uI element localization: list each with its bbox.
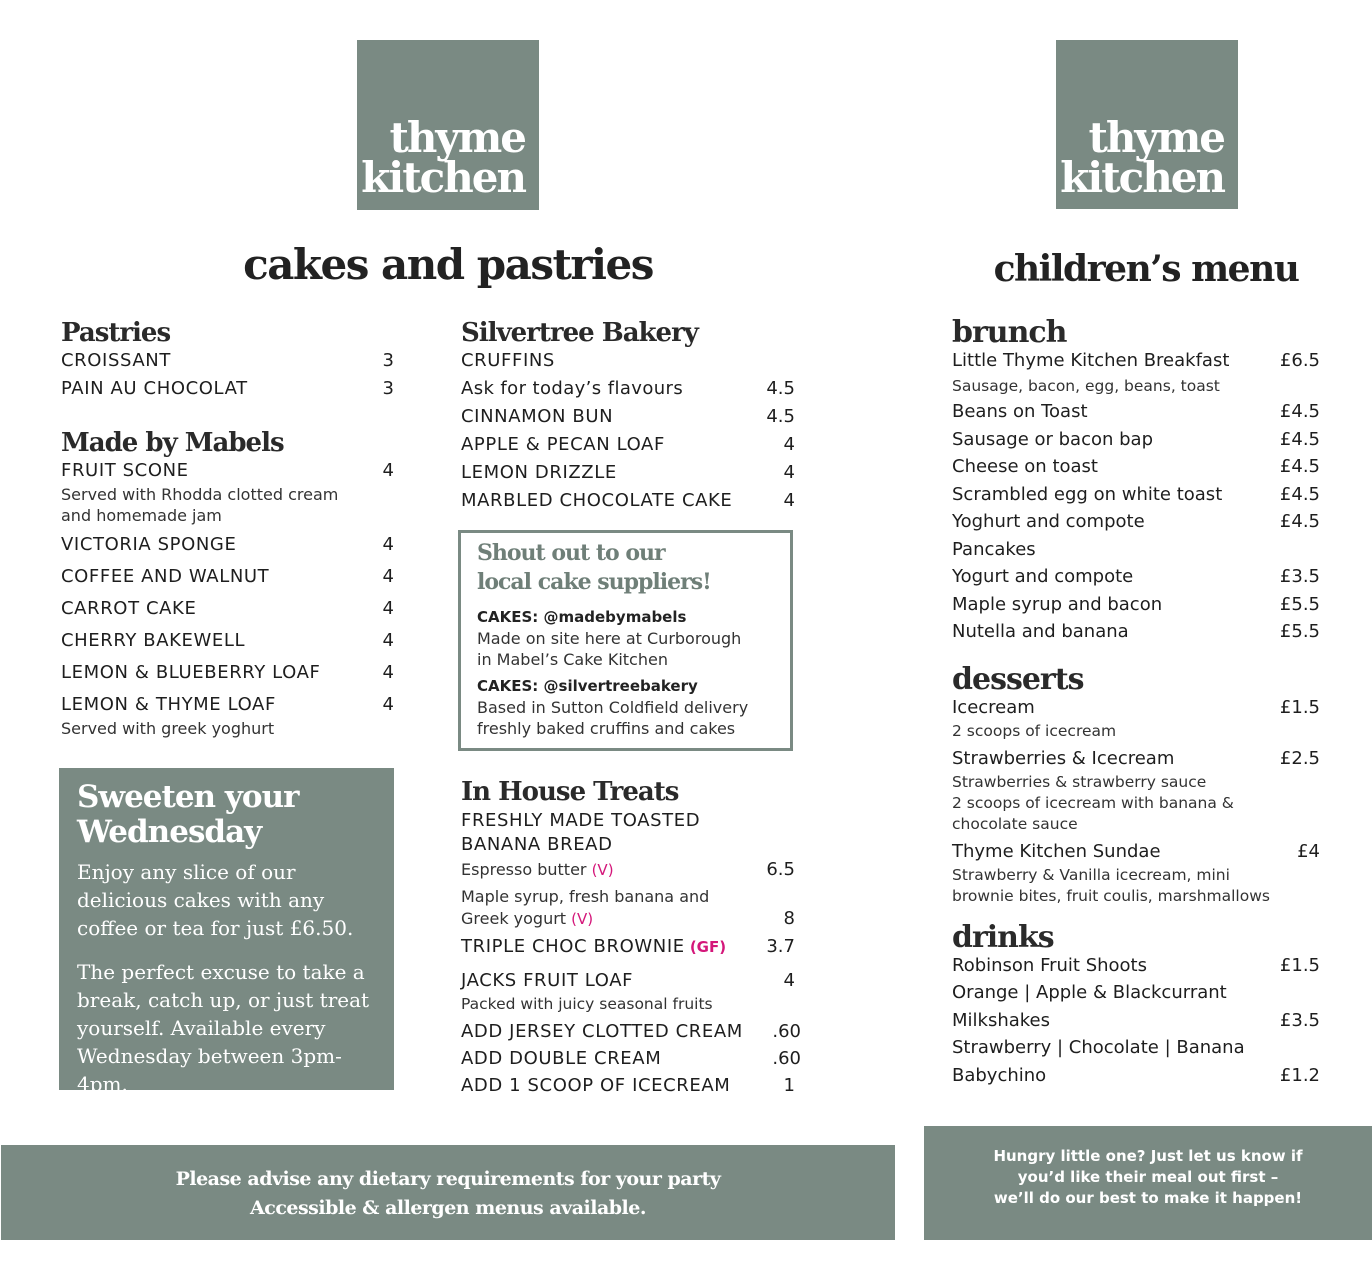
section-title-brunch: brunch <box>952 315 1067 350</box>
logo-left-line1: thyme <box>389 113 525 162</box>
column-2 <box>461 318 795 518</box>
item-price: £3.5 <box>1279 1009 1320 1031</box>
item-price: £1.5 <box>1279 954 1320 976</box>
item-price: 3 <box>382 378 394 399</box>
page-title-children: children’s menu <box>993 248 1299 290</box>
shoutout-box <box>458 530 793 751</box>
item-desc: 2 scoops of icecream with banana & <box>952 793 1234 812</box>
menu-item <box>952 697 1320 721</box>
supplier-handle: CAKES: @silvertreebakery <box>477 677 698 695</box>
item-name: LEMON DRIZZLE <box>461 462 617 483</box>
item-price: £1.5 <box>1279 696 1320 718</box>
menu-item <box>952 594 1320 622</box>
item-desc: Strawberries & strawberry sauce <box>952 772 1207 791</box>
menu-item <box>952 456 1320 484</box>
item-name: LEMON & BLUEBERRY LOAF <box>61 662 321 683</box>
item-price: £4 <box>1297 840 1320 862</box>
item-name: Maple syrup and bacon <box>952 593 1163 615</box>
item-name-group <box>461 936 726 957</box>
item-desc: Served with Rhodda clotted cream <box>61 485 339 504</box>
item-price: 4 <box>783 462 795 483</box>
item-name: CROISSANT <box>61 350 171 371</box>
menu-item <box>952 484 1320 512</box>
item-name: ADD JERSEY CLOTTED CREAM <box>461 1021 743 1042</box>
item-price: 4 <box>382 694 394 715</box>
item-desc: Sausage, bacon, egg, beans, toast <box>952 377 1220 395</box>
menu-item <box>952 566 1320 594</box>
item-price: 4 <box>783 970 795 991</box>
promo-para1: Enjoy any slice of our delicious cakes with any coffee or tea for just £6.50. <box>77 860 354 940</box>
logo-right <box>1056 40 1238 209</box>
menu-item <box>61 566 394 598</box>
item-name: Ask for today’s flavours <box>461 378 684 399</box>
shoutout-title-line2: local cake suppliers! <box>477 569 711 595</box>
item-name: Beans on Toast <box>952 401 1088 422</box>
item-name: Yogurt and compote <box>952 566 1134 587</box>
item-name: Pancakes <box>952 538 1036 560</box>
item-name: CINNAMON BUN <box>461 406 614 427</box>
item-price: £5.5 <box>1279 621 1320 642</box>
item-name: Little Thyme Kitchen Breakfast <box>952 350 1230 371</box>
item-option: Maple syrup, fresh banana and <box>461 887 710 906</box>
menu-item <box>61 694 394 718</box>
footer-left <box>1 1145 895 1240</box>
item-price: £4.5 <box>1279 428 1320 450</box>
menu-item <box>952 841 1320 865</box>
item-name: CARROT CAKE <box>61 598 197 619</box>
item-price: 4 <box>382 566 394 587</box>
item-name: TRIPLE CHOC BROWNIE <box>461 936 685 957</box>
item-price: 4 <box>783 434 795 455</box>
logo-right-line1: thyme <box>1088 113 1224 162</box>
footer-right-line3: we’ll do our best to make it happen! <box>993 1189 1303 1207</box>
item-price: 4 <box>382 662 394 683</box>
item-price: £6.5 <box>1279 350 1320 371</box>
menu-item <box>61 598 394 630</box>
menu-item <box>461 936 801 964</box>
item-price: 4.5 <box>766 378 795 399</box>
footer-left-line2: Accessible & allergen menus available. <box>250 1197 646 1219</box>
item-name: VICTORIA SPONGE <box>61 534 237 555</box>
menu-item <box>952 350 1320 376</box>
item-name: Thyme Kitchen Sundae <box>952 840 1161 862</box>
item-price: 1 <box>783 1075 795 1096</box>
menu-item <box>461 970 801 994</box>
menu-item <box>61 662 394 694</box>
item-option-name: Espresso butter <box>461 860 587 879</box>
menu-item <box>61 460 394 484</box>
item-option-name: Greek yogurt <box>461 909 567 928</box>
item-desc: chocolate sauce <box>952 814 1078 833</box>
item-name: Yoghurt and compote <box>952 511 1145 532</box>
item-name: APPLE & PECAN LOAF <box>461 434 665 455</box>
menu-item <box>461 908 801 932</box>
section-title-mabels: Made by Mabels <box>61 428 284 458</box>
diet-tag: (GF) <box>689 938 727 956</box>
supplier-desc: Made on site here at Curborough <box>477 629 742 648</box>
item-price: £5.5 <box>1279 593 1320 615</box>
item-name: Orange | Apple & Blackcurrant <box>952 982 1227 1003</box>
menu-item <box>461 378 795 406</box>
item-name: Strawberries & Icecream <box>952 747 1175 769</box>
menu-item <box>61 630 394 662</box>
menu-item <box>461 406 795 434</box>
promo-para2: The perfect excuse to take a break, catch up, or just treat yourself. Available every Wednesday between 3pm-4pm. <box>77 960 370 1096</box>
supplier-desc: in Mabel’s Cake Kitchen <box>477 650 668 669</box>
menu-item <box>952 982 1320 1010</box>
item-price: £4.5 <box>1279 483 1320 505</box>
item-price: £4.5 <box>1279 511 1320 532</box>
menu-item <box>461 1075 801 1102</box>
item-name: PAIN AU CHOCOLAT <box>61 378 248 399</box>
section-title-silvertree: Silvertree Bakery <box>461 318 698 348</box>
promo-box <box>59 768 394 1096</box>
item-name: FRESHLY MADE TOASTED <box>461 810 701 831</box>
item-price: £3.5 <box>1279 566 1320 587</box>
item-desc: and homemade jam <box>61 506 222 525</box>
page-title-cakes: cakes and pastries <box>243 240 653 289</box>
menu-item <box>461 1021 801 1048</box>
item-name: COFFEE AND WALNUT <box>61 566 270 587</box>
section-title-pastries: Pastries <box>61 318 171 348</box>
shoutout-title <box>477 539 776 597</box>
item-name: CHERRY BAKEWELL <box>61 630 246 651</box>
item-name: Sausage or bacon bap <box>952 428 1154 450</box>
item-price: 3.7 <box>766 936 795 957</box>
menu-item <box>952 748 1320 772</box>
item-name: Robinson Fruit Shoots <box>952 954 1147 976</box>
supplier-desc: freshly baked cruffins and cakes <box>477 719 736 738</box>
item-price: .60 <box>772 1048 801 1069</box>
item-price: 6.5 <box>766 859 795 880</box>
menu-item <box>461 462 795 490</box>
item-name: Babychino <box>952 1064 1047 1086</box>
logo-left <box>357 40 539 210</box>
item-name: LEMON & THYME LOAF <box>61 694 276 715</box>
menu-item <box>61 534 394 566</box>
supplier-handle: CAKES: @madebymabels <box>477 608 687 626</box>
item-name: Nutella and banana <box>952 621 1129 642</box>
item-desc: Packed with juicy seasonal fruits <box>461 995 713 1013</box>
logo-right-line2: kitchen <box>1060 153 1224 202</box>
item-desc: brownie bites, fruit coulis, marshmallows <box>952 886 1270 905</box>
item-name: ADD DOUBLE CREAM <box>461 1048 662 1069</box>
item-price: 4 <box>382 460 394 481</box>
menu-item <box>952 511 1320 539</box>
shoutout-title-line1: Shout out to our <box>477 540 665 566</box>
column-2-inhouse <box>461 777 801 1102</box>
menu-item <box>61 350 394 378</box>
children-menu <box>952 316 1320 1092</box>
menu-item <box>461 350 795 378</box>
menu-item <box>952 429 1320 457</box>
item-price: .60 <box>772 1021 801 1042</box>
item-option <box>461 908 593 930</box>
item-price: 3 <box>382 350 394 371</box>
item-price: 4.5 <box>766 406 795 427</box>
section-title-desserts: desserts <box>952 661 1084 697</box>
item-name: Cheese on toast <box>952 456 1098 477</box>
menu-item <box>952 539 1320 567</box>
diet-tag: (V) <box>571 910 594 928</box>
item-price: £1.2 <box>1279 1064 1320 1086</box>
item-name: ADD 1 SCOOP OF ICECREAM <box>461 1075 731 1096</box>
item-name: BANANA BREAD <box>461 834 613 855</box>
menu-item <box>461 490 795 518</box>
footer-left-line1: Please advise any dietary requirements for your party <box>175 1168 721 1190</box>
footer-right <box>924 1126 1372 1240</box>
item-price: £2.5 <box>1279 747 1320 769</box>
item-name: Icecream <box>952 696 1035 718</box>
item-price: 4 <box>382 534 394 555</box>
menu-item <box>952 621 1320 649</box>
item-name: Scrambled egg on white toast <box>952 483 1223 505</box>
menu-item <box>461 434 795 462</box>
item-price: 8 <box>783 908 795 929</box>
diet-tag: (V) <box>591 861 614 879</box>
menu-item <box>61 378 394 406</box>
menu-item <box>461 1048 801 1075</box>
item-name: Strawberry | Chocolate | Banana <box>952 1037 1245 1058</box>
column-1 <box>61 318 394 739</box>
menu-item <box>952 1065 1320 1093</box>
section-title-drinks: drinks <box>952 919 1054 955</box>
item-desc: Strawberry & Vanilla icecream, mini <box>952 865 1230 884</box>
item-name: JACKS FRUIT LOAF <box>461 970 634 991</box>
footer-right-line1: Hungry little one? Just let us know if <box>993 1147 1303 1165</box>
item-price: £4.5 <box>1279 456 1320 477</box>
item-option <box>461 859 614 881</box>
promo-title-line1: Sweeten your <box>77 779 299 815</box>
promo-title-line2: Wednesday <box>77 814 262 850</box>
item-name: MARBLED CHOCOLATE CAKE <box>461 490 733 511</box>
menu-item <box>461 859 801 883</box>
item-name: Milkshakes <box>952 1009 1051 1031</box>
item-price: 4 <box>783 490 795 511</box>
section-title-inhouse: In House Treats <box>461 777 679 807</box>
item-name: FRUIT SCONE <box>61 460 189 481</box>
item-name: CRUFFINS <box>461 350 555 371</box>
item-price: 4 <box>382 630 394 651</box>
item-desc: Served with greek yoghurt <box>61 719 275 738</box>
logo-left-line2: kitchen <box>361 153 525 202</box>
menu-item <box>952 955 1320 983</box>
item-desc: 2 scoops of icecream <box>952 721 1117 740</box>
menu-item <box>952 1037 1320 1065</box>
promo-title <box>77 780 380 850</box>
menu-item <box>952 401 1320 429</box>
menu-item <box>952 1010 1320 1038</box>
item-price: £4.5 <box>1279 401 1320 422</box>
item-price: 4 <box>382 598 394 619</box>
footer-right-line2: you’d like their meal out first – <box>1017 1168 1279 1186</box>
supplier-desc: Based in Sutton Coldfield delivery <box>477 698 749 717</box>
